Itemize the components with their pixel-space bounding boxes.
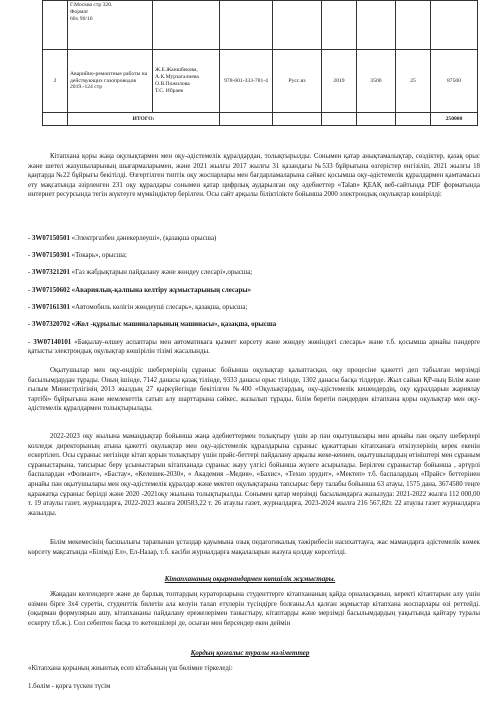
paragraph-acquisition: 2022-2023 оқу жылына мамандықтар бойынша жаңа әдебиеттермен толықтыру үшін әр пән оқытушылары мен арнайы пән оқыту шеберлері колледж директорының атына қажетті оқулықтар мен оқу-әдістемелік құралдарына сұраныс құжаттарын кітапханаға өткізулерінің керек екенін ескертілеп. Осы сұраныс негізінде кітап қорын толықтыру үшін прайс-беттері пайдалану арқылы жеке-кеннен, оқытушылардың өтініштері мен сұраным сұраныстарына, тапсырыс беру ұсыныстарын кітапханада сұраныс жауу үлгісі бойынша жүзеге асырылады. Берілген сұраныстар бойынша , әртүрлі баспалардан «Фолиант», «Бастау», «Келешек-2030», « Академия –Медия», «Бахис», «Техно эрудит», «Мектеп» т.б. баспалардың «Прайс» беттерінен арнайы пән оқытушылары мен оқу-әдістемелік құралдар және мектеп оқулықтарына тапсырыс беру талабы бойынша 63 атауы, 1575 дана, 3674580 теңге қаражатқа сұраныс берілді және 2020 -2021оқу жылына толықтырылды. Сонымен қатар мерзімді басылымдарға жазылуда: 2021-2022 жылға 112 000,00 т. 19 атаулы газет, журналдарға, 2022-2023 жылға 200583,22 т. 26 атаулы газет, журналдарға, 2023-2024 жылға 216 567,82т. 22 атаулы газет журналдарға жазылды. [28, 433, 480, 517]
list-item: - 3W07150501 «Электргазбен дәнекерлеуші», (қазақша орысша) [28, 235, 217, 242]
book-price: 3500 [357, 50, 396, 113]
item-code: 3W07320702 [32, 321, 70, 328]
item-code: 3W07150602 [32, 287, 70, 294]
paragraph-section-one: 1.бөлім - қорға түскен түсім [28, 683, 111, 690]
list-item: - 3W07321201 «Газ жабдықтарын пайдалану және жөндеу слесарі»,орысша; [28, 269, 253, 276]
item-text: «Автомобиль көлігін жөндеуші слесарь», қазақша, орысша; [71, 304, 248, 311]
item-text: «Жол -құрылыс машиналарының машинасы», қазақша, орысша [71, 321, 277, 328]
book-title: Г.Москва стр 320. Формат 60х 90/16 [70, 2, 113, 22]
item-text: «Газ жабдықтарын пайдалану және жөндеу слесарі»,орысша; [71, 269, 253, 276]
item-text: «Бақылау-өлшеу аспаптары мен автоматикаға қызмет көрсету және жөндеу жөніндегі слесарь» және т.б. қосымша арнайы пәндерге қатысты электрондық оқулықтар көшірілін тізімі жасалынды. [28, 339, 480, 355]
item-code: 3W07150501 [32, 235, 70, 242]
book-quantity: 25 [396, 50, 431, 113]
section-heading-readers: Кітапхананың оқырмандармен көпшілік жұмыстары. [164, 575, 336, 583]
table-row [43, 50, 478, 113]
row-number: 2 [43, 50, 68, 113]
book-language: Русс.яз [273, 50, 322, 113]
list-item: - 3W07140101 «Бақылау-өлшеу аспаптары мен автоматикаға қызмет көрсету және жөндеу жөніндегі слесарь» және т.б. қосымша арнайы пәндерге қатысты электрондық оқулықтар көшірілін тізімі жасалынды. [28, 339, 480, 355]
paragraph-readers: Жаңадан келгендерге және де барлық топтардың кураторларына студенттерге кітапхананың қайда орналасқанын, керекті кітаптарын алу үшін өзімен бірге 3х4 суретін, студенттік билетін ала келуін талап етулерін түсіндірге болғаны.Ал қалған жұмыстар кітапхана жоспарлары өзі реттейді. (оқырман формулярын ашу, кітапхананы пайдалану ережелерімен таныстыру, кітаптарды және мерзімді басылымдардың уақытында қайтару туралы ескерту т.б.ж.). Сол себептен басқа то жетекшілері де, осыған мен берсендер екен деймін [28, 591, 480, 627]
book-sum: 87500 [431, 50, 478, 113]
total-label: ИТОГО: [68, 113, 220, 126]
item-code: 3W07140101 [33, 339, 72, 346]
paragraph-support: Білім мекемесінің басшылығы тарапынан ұстаздар қауымына озық педагогикалық тәжірибесін насихаттауға, жас мамандарға әдістемелік көмек көрсету мақсатында «Білімді Ел», Ел-Назар, т.б. кәсіби журналдарға мақалаларын жазуға қолдау көрсетілді. [28, 539, 480, 556]
list-item: - 3W07161301 «Автомобиль көлігін жөндеуші слесарь», қазақша, орысша; [28, 304, 248, 311]
paragraph-collection: Оқытушылар мен оқу-өндіріс шеберлерінің сұраныс бойынша оқулықтар қалыптасқан, оқу процесіне қажетті деп табылған мерзімді басылымдардан тұрады. Оның ішінде, 7142 данасы қазақ тілінде, 9333 данасы орыс тілінде, 1302 данасы басқа тілдерде. Жыл сайын ҚР-ның Білім және ғылым Министрлігінің 2013 жылдың 27 қыркүйегінде бекітілген №400 «Оқулықтардың, оқу-әдістемелік кешендердің, оқу құралдарын жариялау тәртібі» бұйрығына және мемлекеттік сатып алу шарттарына сәйкес, жазылып тұрады, білім беретін пәндерден кітапхана қоры оқулықтар мен оқу-әдістемелік құралдармен толықтырылады. [28, 367, 480, 413]
book-year: 2019 [322, 50, 357, 113]
paragraph-fund: Кітапхана қоры жаңа оқулықтармен мен оқу-әдістемелік құралдардан, толықтырылды. Сонымен қатар анықтамалықтар, сөздіктер, қазақ орыс және шетел жазушыларының шығармаларымен, және 2021 жылғы 2017 жылғы 31 қазандағы №533 бұйрығына өзгерістер енгізіліп, 2021 жылғы 18 қаңтарда №22 бұйрығы бекітілді. Өзгертілген типтік оқу жоспарлары мен бағдарламаларына сәйкес қосымша оқу-әдістемелік құралдармен қамтамасыз ету мақсатында әзірленген 231 оқу құралдары сонымен қатар цифрлық аударылған оқу әдебиеттер «Talan» ҚЕАҚ веб-сайтында PDF форматында интернет ресурсында тегін жүктеуге мүмкіндіктер берілген. Осы сайт арқылы біліктілікте бойынша 2000 электрондық оқулықтар көшірілді: [28, 153, 480, 199]
total-value: 250000 [431, 113, 478, 126]
section-heading-fund-movement: Қордың қозғалыс туралы мәліметтер [190, 649, 310, 657]
item-text: «Авариялық-қалпына келтіру жұмыстарының слесары» [71, 287, 252, 294]
item-code: 3W07150301 [32, 252, 70, 259]
table-total-row [43, 113, 478, 126]
books-table [42, 0, 478, 126]
list-item: - 3W07150602 «Авариялық-қалпына келтіру жұмыстарының слесары» [28, 287, 252, 294]
list-item: - 3W07320702 «Жол -құрылыс машиналарының машинасы», қазақша, орысша [28, 321, 277, 328]
item-text: «Токарь», орысша; [71, 252, 127, 259]
item-text: «Электргазбен дәнекерлеуші», (қазақша орысша) [71, 235, 217, 242]
list-item: - 3W07150301 «Токарь», орысша; [28, 252, 127, 259]
item-code: 3W07321201 [32, 269, 70, 276]
book-title: Аварийно-ремонтные работы на действующих газопроводов 2019.-124 стр [68, 50, 153, 113]
item-code: 3W07161301 [32, 304, 70, 311]
book-isbn: 978-601-333-781-4 [220, 50, 273, 113]
book-authors: Ж.Е.Жаншбекова, А.К.Мурзагалиева О.В.Пожилова Т.С. Ибраев [155, 67, 199, 94]
paragraph-register: «Кітапхана қорының жиынтық есеп кітабының үш бөлімне тіркеледі: [28, 665, 233, 672]
table-row [43, 1, 478, 50]
